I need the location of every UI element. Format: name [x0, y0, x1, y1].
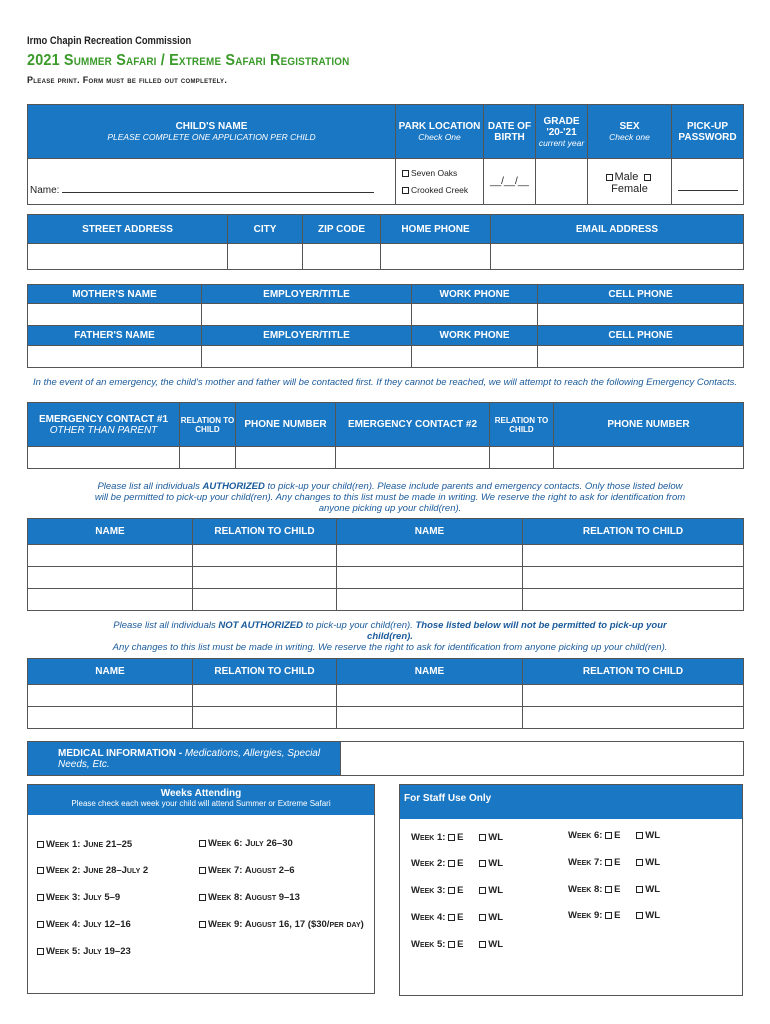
city-header: CITY	[228, 215, 303, 244]
work-phone-field[interactable]	[412, 346, 538, 368]
relation-field[interactable]	[490, 447, 554, 469]
form-title: 2021 Summer Safari / Extreme Safari Registration	[27, 52, 350, 69]
week-3-option[interactable]: Week 3: July 5–9	[37, 892, 120, 903]
name-header: NAME	[28, 519, 193, 545]
grade-header: GRADE '20-'21 current year	[536, 105, 588, 159]
table-cell[interactable]	[523, 707, 744, 729]
work-phone-header: WORK PHONE	[412, 326, 538, 346]
week-6-option[interactable]: Week 6: July 26–30	[199, 838, 293, 849]
home-phone-header: HOME PHONE	[381, 215, 491, 244]
week-4-option[interactable]: Week 4: July 12–16	[37, 919, 131, 930]
relation-header: RELATION TO CHILD	[490, 403, 554, 447]
table-cell[interactable]	[337, 707, 523, 729]
work-phone-field[interactable]	[412, 304, 538, 326]
child-name-cell[interactable]: Name:	[28, 159, 396, 205]
checkbox[interactable]	[605, 832, 612, 839]
checkbox[interactable]	[37, 894, 44, 901]
checkbox[interactable]	[479, 941, 486, 948]
emergency-contact2-header: EMERGENCY CONTACT #2	[336, 403, 490, 447]
park-header: PARK LOCATION Check One	[396, 105, 484, 159]
week-9-option[interactable]: Week 9: August 16, 17 ($30/per day)	[199, 919, 364, 930]
table-cell[interactable]	[523, 589, 744, 611]
relation-field[interactable]	[180, 447, 236, 469]
child-name-header: CHILD'S NAME PLEASE COMPLETE ONE APPLICATION PER CHILD	[28, 105, 396, 159]
mother-field[interactable]	[28, 304, 202, 326]
checkbox[interactable]	[605, 859, 612, 866]
father-header: FATHER'S NAME	[28, 326, 202, 346]
authorized-note: Please list all individuals AUTHORIZED to pick-up your child(ren). Please include parents and emergency contacts. Only those listed below will be permitted to pick-up your child(ren). Any changes to this list must be made in writing. We reserve the right to ask for identification from anyone picking up your child(ren).	[94, 481, 686, 514]
child-info-table	[27, 104, 744, 205]
father-field[interactable]	[28, 346, 202, 368]
checkbox[interactable]	[199, 867, 206, 874]
relation-header: RELATION TO CHILD	[523, 659, 744, 685]
medical-header: MEDICAL INFORMATION - Medications, Allergies, Special Needs, Etc.	[28, 742, 341, 776]
checkbox[interactable]	[37, 921, 44, 928]
employer-header: EMPLOYER/TITLE	[202, 326, 412, 346]
park-options[interactable]: Seven Oaks Crooked Creek	[396, 159, 484, 205]
form-subtitle: Please print. Form must be filled out completely.	[27, 75, 228, 85]
checkbox[interactable]	[605, 886, 612, 893]
checkbox[interactable]	[402, 187, 409, 194]
table-cell[interactable]	[337, 567, 523, 589]
checkbox[interactable]	[605, 912, 612, 919]
week-5-option[interactable]: Week 5: July 19–23	[37, 946, 131, 957]
dob-field[interactable]: __/__/__	[484, 159, 536, 205]
cell-phone-header: CELL PHONE	[538, 285, 744, 304]
checkbox[interactable]	[636, 832, 643, 839]
phone-header: PHONE NUMBER	[236, 403, 336, 447]
checkbox[interactable]	[37, 948, 44, 955]
sex-options[interactable]: Male Female	[588, 159, 672, 205]
not-authorized-note: Please list all individuals NOT AUTHORIZED to pick-up your child(ren). Those listed below will not be permitted to pick-up your child(ren). Any changes to this list must be made in writing. We reserve the right to ask for identification from anyone picking up your child(ren).	[112, 620, 668, 653]
checkbox[interactable]	[479, 914, 486, 921]
staff-week-2: Week 2: E WL	[411, 858, 504, 869]
zip-field[interactable]	[303, 244, 381, 270]
week-2-option[interactable]: Week 2: June 28–July 2	[37, 865, 148, 876]
week-8-option[interactable]: Week 8: August 9–13	[199, 892, 300, 903]
emergency-table	[27, 402, 744, 469]
contact2-field[interactable]	[336, 447, 490, 469]
name-header: NAME	[337, 519, 523, 545]
checkbox[interactable]	[37, 841, 44, 848]
table-cell[interactable]	[28, 685, 193, 707]
cell-phone-field[interactable]	[538, 346, 744, 368]
checkbox[interactable]	[448, 887, 455, 894]
authorized-table	[27, 518, 744, 611]
table-cell[interactable]	[523, 545, 744, 567]
table-cell[interactable]	[193, 567, 337, 589]
employer-field[interactable]	[202, 346, 412, 368]
week-1-option[interactable]: Week 1: June 21–25	[37, 839, 132, 850]
pickup-password-header: PICK-UP PASSWORD	[672, 105, 744, 159]
table-cell[interactable]	[28, 707, 193, 729]
checkbox[interactable]	[199, 894, 206, 901]
table-cell[interactable]	[337, 685, 523, 707]
checkbox[interactable]	[479, 834, 486, 841]
sex-header: SEX Check one	[588, 105, 672, 159]
street-header: STREET ADDRESS	[28, 215, 228, 244]
relation-header: RELATION TO CHILD	[180, 403, 236, 447]
relation-header: RELATION TO CHILD	[193, 659, 337, 685]
employer-field[interactable]	[202, 304, 412, 326]
home-phone-field[interactable]	[381, 244, 491, 270]
table-cell[interactable]	[193, 707, 337, 729]
email-field[interactable]	[491, 244, 744, 270]
checkbox[interactable]	[636, 886, 643, 893]
checkbox[interactable]	[448, 941, 455, 948]
employer-header: EMPLOYER/TITLE	[202, 285, 412, 304]
table-cell[interactable]	[193, 545, 337, 567]
emergency-note: In the event of an emergency, the child's mother and father will be contacted first. If they cannot be reached, we will attempt to reach the following Emergency Contacts.	[33, 377, 737, 388]
mother-header: MOTHER'S NAME	[28, 285, 202, 304]
street-field[interactable]	[28, 244, 228, 270]
checkbox[interactable]	[448, 914, 455, 921]
dob-header: DATE OF BIRTH	[484, 105, 536, 159]
cell-phone-field[interactable]	[538, 304, 744, 326]
work-phone-header: WORK PHONE	[412, 285, 538, 304]
parents-table	[27, 284, 744, 368]
staff-week-1: Week 1: E WL	[411, 832, 504, 843]
not-authorized-table	[27, 658, 744, 729]
medical-table	[27, 741, 744, 776]
name-header: NAME	[337, 659, 523, 685]
checkbox[interactable]	[37, 867, 44, 874]
staff-week-4: Week 4: E WL	[411, 912, 504, 923]
checkbox[interactable]	[479, 887, 486, 894]
address-table	[27, 214, 744, 270]
staff-week-3: Week 3: E WL	[411, 885, 504, 896]
emergency-contact1-header: EMERGENCY CONTACT #1 OTHER THAN PARENT	[28, 403, 180, 447]
checkbox[interactable]	[636, 859, 643, 866]
table-cell[interactable]	[28, 567, 193, 589]
relation-header: RELATION TO CHILD	[193, 519, 337, 545]
checkbox[interactable]	[199, 921, 206, 928]
relation-header: RELATION TO CHILD	[523, 519, 744, 545]
table-cell[interactable]	[337, 589, 523, 611]
city-field[interactable]	[228, 244, 303, 270]
checkbox[interactable]	[199, 840, 206, 847]
checkbox[interactable]	[448, 834, 455, 841]
table-cell[interactable]	[28, 545, 193, 567]
table-cell[interactable]	[523, 567, 744, 589]
checkbox[interactable]	[644, 174, 651, 181]
table-cell[interactable]	[523, 685, 744, 707]
phone-field[interactable]	[236, 447, 336, 469]
cell-phone-header: CELL PHONE	[538, 326, 744, 346]
staff-week-9: Week 9: E WL	[568, 910, 661, 921]
checkbox[interactable]	[402, 170, 409, 177]
checkbox[interactable]	[479, 860, 486, 867]
table-cell[interactable]	[337, 545, 523, 567]
pickup-password-field[interactable]	[672, 159, 744, 205]
table-cell[interactable]	[193, 685, 337, 707]
table-cell[interactable]	[193, 589, 337, 611]
zip-header: ZIP CODE	[303, 215, 381, 244]
table-cell[interactable]	[28, 589, 193, 611]
org-name: Irmo Chapin Recreation Commission	[27, 35, 192, 47]
staff-week-7: Week 7: E WL	[568, 857, 661, 868]
name-header: NAME	[28, 659, 193, 685]
checkbox[interactable]	[606, 174, 613, 181]
email-header: EMAIL ADDRESS	[491, 215, 744, 244]
staff-week-8: Week 8: E WL	[568, 884, 661, 895]
weeks-header: Weeks Attending Please check each week your child will attend Summer or Extreme Safari	[28, 785, 374, 815]
staff-header: For Staff Use Only	[400, 785, 742, 819]
medical-field[interactable]	[341, 742, 744, 776]
checkbox[interactable]	[636, 912, 643, 919]
contact1-field[interactable]	[28, 447, 180, 469]
week-7-option[interactable]: Week 7: August 2–6	[199, 865, 295, 876]
phone-header: PHONE NUMBER	[554, 403, 744, 447]
checkbox[interactable]	[448, 860, 455, 867]
grade-field[interactable]	[536, 159, 588, 205]
weeks-attending-box	[27, 784, 375, 994]
staff-week-6: Week 6: E WL	[568, 830, 661, 841]
staff-week-5: Week 5: E WL	[411, 939, 504, 950]
phone-field[interactable]	[554, 447, 744, 469]
